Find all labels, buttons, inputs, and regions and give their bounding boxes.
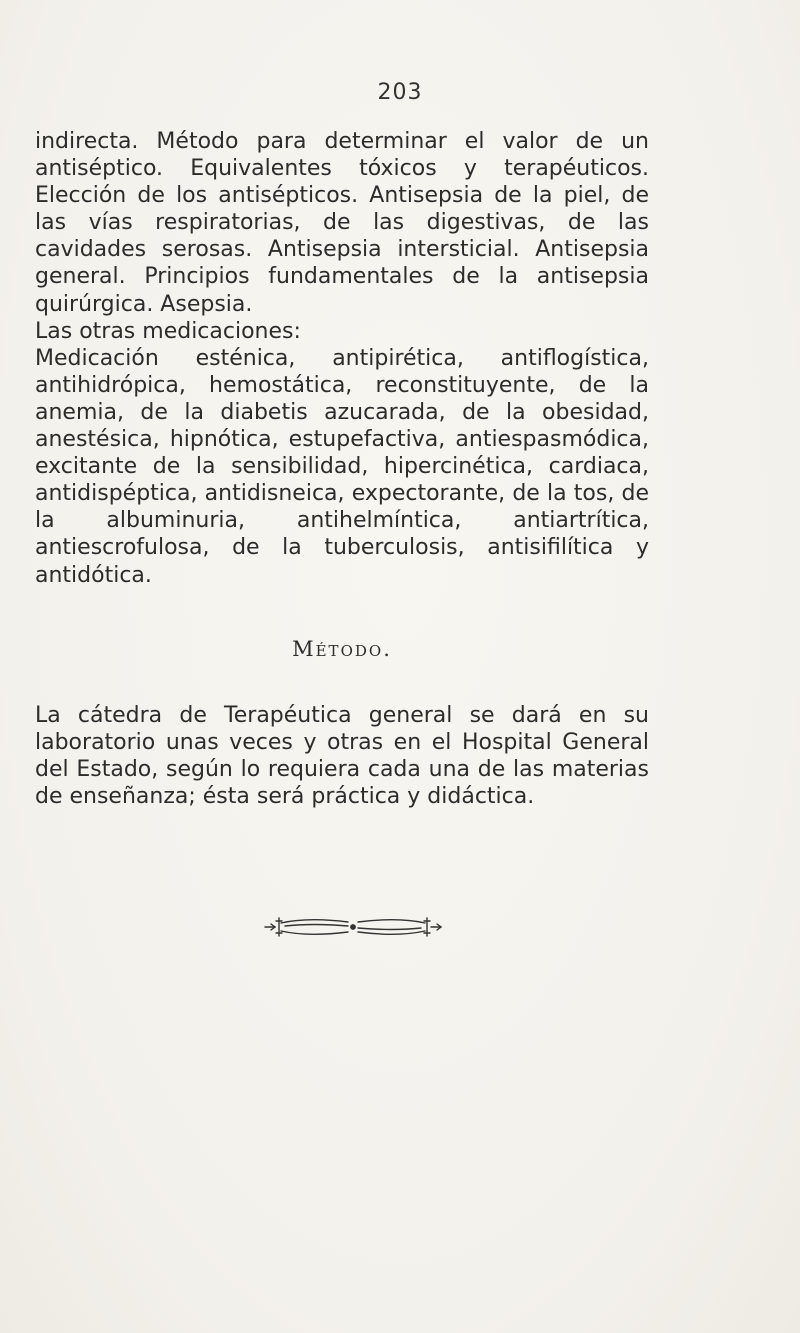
paragraph: Medicación esténica, antipirética, antiflogística, antihidrópica, hemostática, reconstituyente, de la anemia, de la diabetis azucarada, de la obesidad, anestésica, hipnótica, estupefactiva, antiespasmódica, excitante de la sensibilidad, hipercinética, cardiaca, antidispéptica, antidisneica, expectorante, de la tos, de la albuminuria, antihelmíntica, antiartrítica, antiescrofulosa, de la tuberculosis, antisifilítica y antidótica. (35, 345, 649, 588)
decorative-divider-icon (263, 914, 443, 940)
section-heading: Método. (292, 637, 392, 661)
paragraph: indirecta. Método para determinar el valor de un antiséptico. Equivalentes tóxicos y terapéuticos. Elección de los antisépticos. Antisepsia de la piel, de las vías respiratorias, de las digestivas, de las cavidades serosas. Antisepsia intersticial. Antisepsia general. Principios fundamentales de la antisepsia quirúrgica. Asepsia. (35, 129, 649, 317)
bottom-text-block (35, 702, 649, 810)
paragraph: Las otras medicaciones: (35, 318, 301, 344)
paragraph: La cátedra de Terapéutica general se dará en su laboratorio unas veces y otras en el Hospital General del Estado, según lo requiera cada una de las materias de enseñanza; ésta será práctica y didáctica. (35, 703, 649, 810)
top-text-block (35, 128, 649, 589)
page-number: 203 (377, 80, 423, 105)
